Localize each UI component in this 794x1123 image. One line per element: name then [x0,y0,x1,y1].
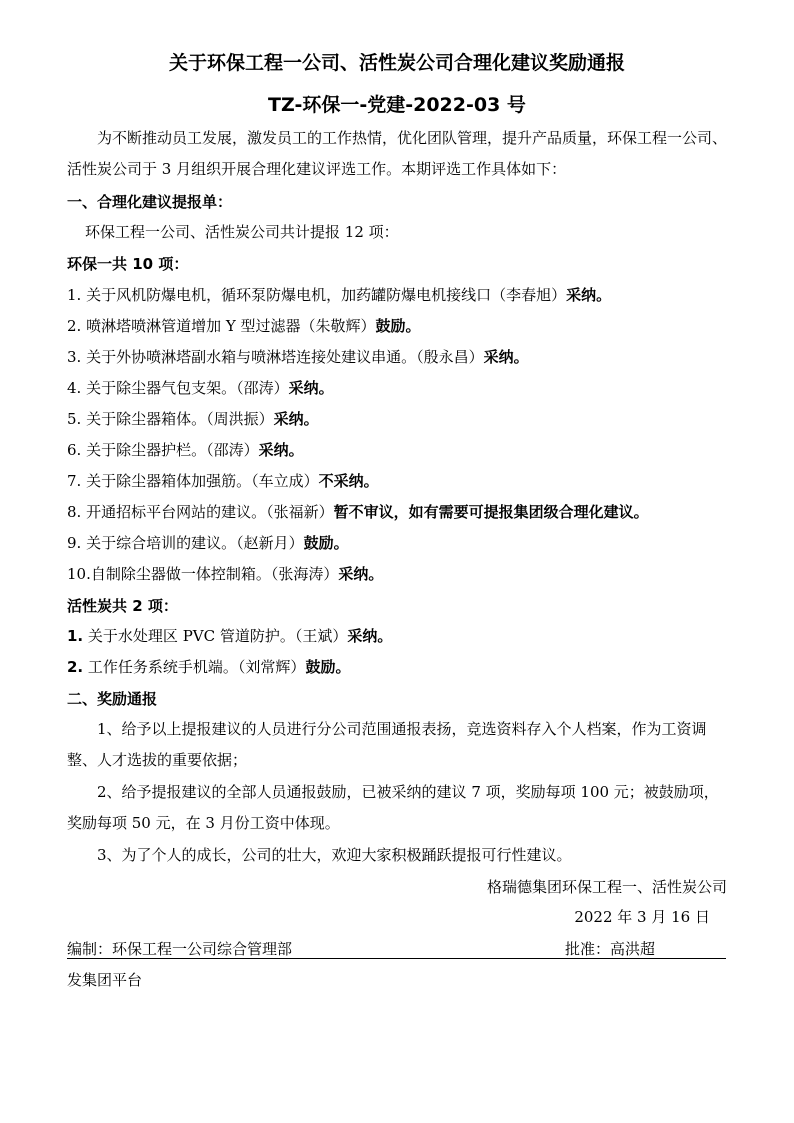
item-number: 9. [67,534,82,552]
item-number: 10. [67,565,91,583]
footer-bar [67,938,726,959]
document-number: TZ-环保一-党建-2022-03 号 [268,94,526,116]
list-item [67,378,727,398]
item-result: 采纳。 [273,410,319,428]
group2-heading: 活性炭共 2 项： [67,597,178,615]
reward-paragraph-2: 2、给予提报建议的全部人员通报鼓励，已被采纳的建议 7 项，奖励每项 100 元；被鼓励项，奖励每项 50 元，在 3 月份工资中体现。 [67,783,719,832]
intro-paragraph: 为不断推动员工发展，激发员工的工作热情，优化团队管理，提升产品质量，环保工程一公司、活性炭公司于 3 月组织开展合理化建议评选工作。本期评选工作具体如下： [67,129,728,178]
item-result: 采纳。 [288,379,334,397]
item-text: 关于外协喷淋塔副水箱与喷淋塔连接处建议串通。（殷永昌） [86,348,484,366]
item-result: 暂不审议，如有需要可提报集团级合理化建议。 [333,503,649,521]
item-text: 关于除尘器箱体加强筋。（车立成） [86,472,319,490]
item-result: 鼓励。 [375,317,421,335]
item-text: 工作任务系统手机端。（刘常辉） [87,658,306,676]
signature-org: 格瑞德集团环保工程一、活性炭公司 [486,878,727,896]
list-item [67,626,727,646]
list-item [67,316,727,336]
list-item [67,564,727,584]
signature-date: 2022 年 3 月 16 日 [574,908,710,926]
list-item [67,409,727,429]
item-text: 关于除尘器护栏。（邵涛） [86,441,259,459]
document-title: 关于环保工程一公司、活性炭公司合理化建议奖励通报 [168,52,625,74]
item-number: 3. [67,348,82,366]
item-result: 采纳。 [483,348,529,366]
item-result: 采纳。 [347,627,393,645]
item-number: 2. [67,658,84,676]
section2-heading: 二、奖励通报 [67,690,158,708]
item-text: 关于水处理区 PVC 管道防护。（王斌） [87,627,348,645]
item-text: 喷淋塔喷淋管道增加 Y 型过滤器（朱敬辉） [86,317,376,335]
item-result: 采纳。 [338,565,384,583]
item-number: 8. [67,503,82,521]
item-number: 2. [67,317,82,335]
reward-paragraph-1: 1、给予以上提报建议的人员进行分公司范围通报表扬，竞选资料存入个人档案，作为工资调整、人才选拔的重要依据； [67,720,707,769]
item-result: 采纳。 [258,441,304,459]
item-text: 关于除尘器箱体。（周洪振） [86,410,274,428]
item-text: 关于风机防爆电机，循环泵防爆电机，加药罐防爆电机接线口（李春旭） [86,286,567,304]
footer-distribution: 发集团平台 [67,971,143,989]
item-number: 1. [67,286,82,304]
item-number: 6. [67,441,82,459]
list-item [67,502,727,522]
footer-compiler: 编制：环保工程一公司综合管理部 [67,940,293,958]
list-item [67,285,727,305]
item-number: 7. [67,472,82,490]
list-item [67,533,727,553]
item-text: 自制除尘器做一体控制箱。（张海涛） [90,565,339,583]
item-result: 鼓励。 [305,658,351,676]
item-number: 4. [67,379,82,397]
item-result: 不采纳。 [318,472,379,490]
item-number: 1. [67,627,84,645]
item-text: 关于综合培训的建议。（赵新月） [86,534,304,552]
list-item [67,471,727,491]
item-text: 关于除尘器气包支架。（邵涛） [86,379,289,397]
section1-heading: 一、合理化建议提报单： [67,193,233,211]
group1-heading: 环保一共 10 项： [67,255,189,273]
list-item [67,347,727,367]
item-number: 5. [67,410,82,428]
item-text: 开通招标平台网站的建议。（张福新） [86,503,334,521]
list-item [67,657,727,677]
list-item [67,440,727,460]
reward-paragraph-3: 3、为了个人的成长，公司的壮大，欢迎大家积极踊跃提报可行性建议。 [97,846,572,864]
section1-summary: 环保工程一公司、活性炭公司共计提报 12 项： [85,223,399,241]
item-result: 鼓励。 [303,534,349,552]
footer-approver: 批准：高洪超 [565,940,656,958]
item-result: 采纳。 [566,286,612,304]
